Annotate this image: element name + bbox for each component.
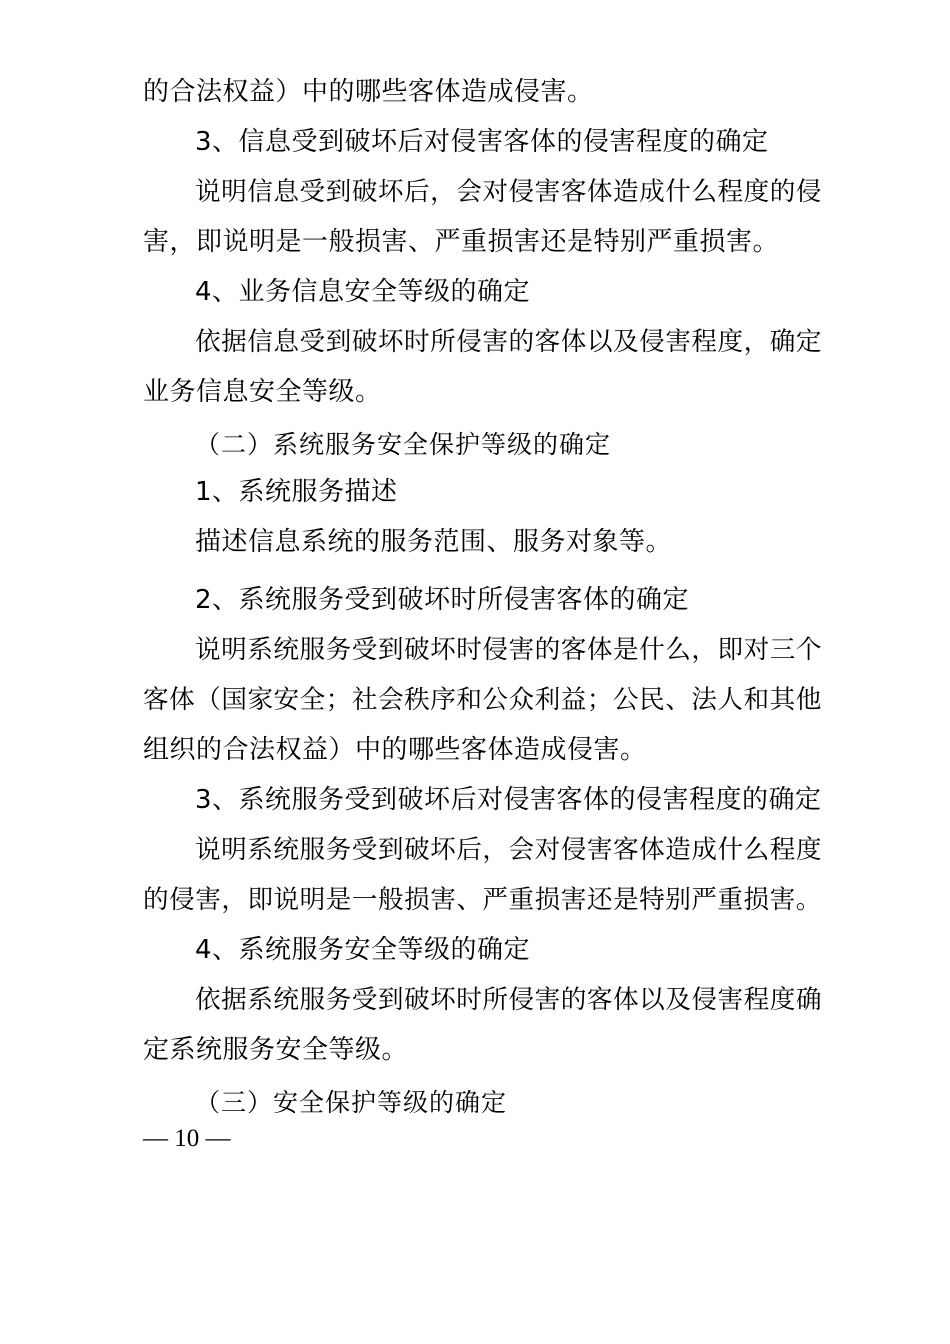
body-text-line: 客体（国家安全；社会秩序和公众利益；公民、法人和其他 [143, 685, 822, 715]
body-text-line: 描述信息系统的服务范围、服务对象等。 [195, 527, 673, 557]
section-heading: （三）安全保护等级的确定 [195, 1088, 508, 1117]
section-heading: （二）系统服务安全保护等级的确定 [195, 430, 612, 459]
body-text-line: 说明系统服务受到破坏后，会对侵害客体造成什么程度 [195, 835, 822, 865]
body-text-line: 组织的合法权益）中的哪些客体造成侵害。 [143, 735, 647, 765]
body-text-line: 依据系统服务受到破坏时所侵害的客体以及侵害程度确 [195, 985, 822, 1015]
subheading-line: 3、信息受到破坏后对侵害客体的侵害程度的确定 [195, 127, 769, 157]
body-text-line: 定系统服务安全等级。 [143, 1035, 409, 1065]
body-text-line: 说明系统服务受到破坏时侵害的客体是什么，即对三个 [195, 635, 822, 665]
subheading-line: 4、业务信息安全等级的确定 [195, 277, 531, 307]
body-text-line: 的合法权益）中的哪些客体造成侵害。 [143, 77, 594, 107]
subheading-line: 2、系统服务受到破坏时所侵害客体的确定 [195, 585, 690, 615]
subheading-line: 4、系统服务安全等级的确定 [195, 935, 531, 965]
body-text-line: 说明信息受到破坏后，会对侵害客体造成什么程度的侵 [195, 177, 822, 207]
subheading-line: 1、系统服务描述 [195, 477, 398, 507]
page-number: — 10 — [143, 1125, 231, 1152]
subheading-line: 3、系统服务受到破坏后对侵害客体的侵害程度的确定 [195, 785, 822, 815]
body-text-line: 的侵害，即说明是一般损害、严重损害还是特别严重损害。 [143, 885, 822, 915]
body-text-line: 害，即说明是一般损害、严重损害还是特别严重损害。 [143, 227, 780, 257]
body-text-line: 业务信息安全等级。 [143, 377, 382, 407]
body-text-line: 依据信息受到破坏时所侵害的客体以及侵害程度，确定 [195, 327, 822, 357]
